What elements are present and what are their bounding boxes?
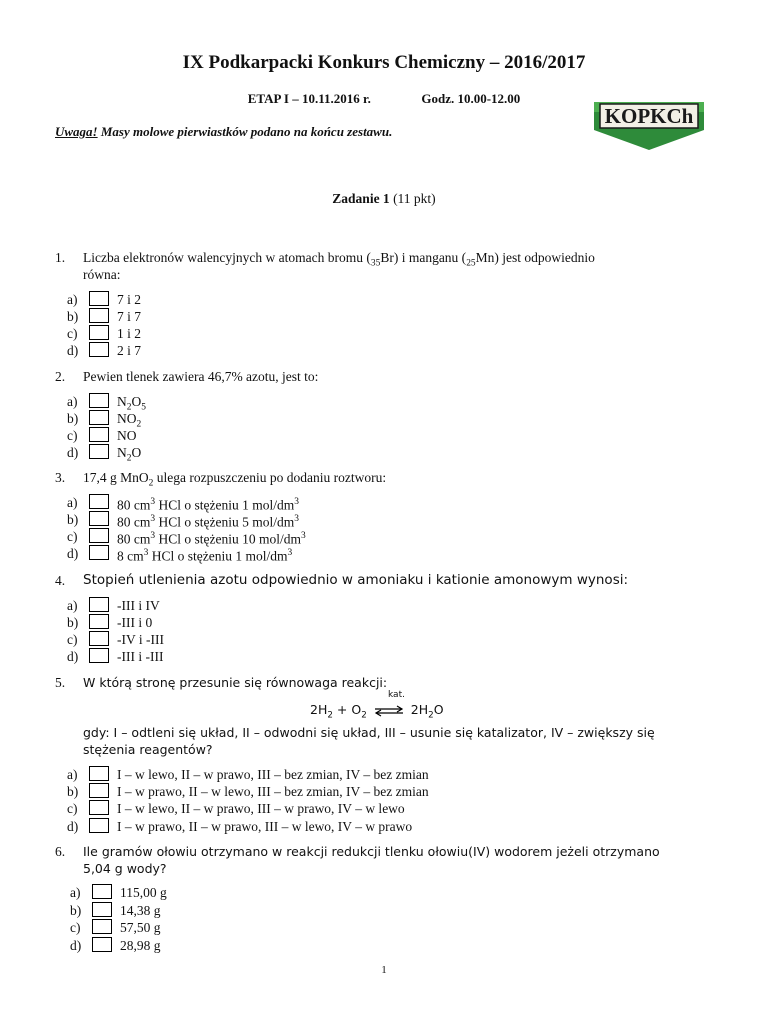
exam-stage: ETAP I – 10.11.2016 r. — [247, 91, 371, 106]
answer-checkbox[interactable] — [89, 393, 109, 408]
page-title: IX Podkarpacki Konkurs Chemiczny – 2016/2017 — [182, 52, 586, 73]
question-number: 6. — [55, 844, 66, 859]
page-number: 1 — [381, 964, 387, 976]
warning-prefix: Uwaga! — [55, 124, 98, 139]
answer-checkbox[interactable] — [89, 410, 109, 425]
question-number: 2. — [55, 369, 66, 384]
question-number: 1. — [55, 250, 66, 265]
answer-checkbox[interactable] — [89, 342, 109, 357]
task-name: Zadanie 1 — [332, 191, 390, 206]
answer-checkbox[interactable] — [89, 631, 109, 646]
answer-checkbox[interactable] — [92, 919, 112, 934]
question-text-line2: równa: — [83, 267, 121, 282]
answer-checkbox[interactable] — [89, 766, 109, 781]
reaction-equation: $2H_2 + O_2$ kat. $2H_2O$ — [310, 690, 444, 721]
answer-checkbox[interactable] — [89, 818, 109, 833]
answer-checkbox[interactable] — [89, 545, 109, 560]
answer-checkbox[interactable] — [89, 528, 109, 543]
answer-checkbox[interactable] — [89, 494, 109, 509]
task-title — [0, 191, 768, 207]
question-text: 17,4 g MnO$_2$ ulega rozpuszczeniu po dodaniu roztworu: — [83, 470, 387, 489]
question-text: W którą stronę przesunie się równowaga reakcji: — [83, 675, 388, 690]
answer-checkbox[interactable] — [89, 783, 109, 798]
answer-checkbox[interactable] — [89, 325, 109, 340]
answer-checkbox[interactable] — [89, 648, 109, 663]
question-condition: gdy: I – odtleni się układ, II – odwodni się układ, III – usunie się katalizator, IV – zwiększy się stężenia reagentów? — [83, 725, 655, 757]
answer-checkbox[interactable] — [89, 444, 109, 459]
answer-checkbox[interactable] — [89, 614, 109, 629]
catalyst-label: kat. — [388, 690, 405, 700]
warning-note — [55, 124, 392, 140]
exam-time: Godz. 10.00-12.00 — [421, 91, 521, 106]
answer-checkbox[interactable] — [92, 937, 112, 952]
question-text: Liczba elektronów walencyjnych w atomach bromu $(_{35}Br)$ i manganu $(_{25}Mn)$ jest odpowiednio — [83, 250, 595, 269]
question-text: Stopień utlenienia azotu odpowiednio w amoniaku i kationie amonowym wynosi: — [83, 572, 629, 588]
answer-checkbox[interactable] — [89, 427, 109, 442]
question-number: 5. — [55, 675, 66, 690]
answer-checkbox[interactable] — [89, 511, 109, 526]
answer-checkbox[interactable] — [89, 800, 109, 815]
question-number: 3. — [55, 470, 66, 485]
answer-checkbox[interactable] — [89, 308, 109, 323]
answer-checkbox[interactable] — [92, 902, 112, 917]
question-text: Pewien tlenek zawiera 46,7% azotu, jest to: — [83, 369, 319, 384]
question-text: Ile gramów ołowiu otrzymano w reakcji redukcji tlenku ołowiu(IV) wodorem jeżeli otrzymano 5,04 g wody? — [83, 844, 660, 876]
equilibrium-arrows-icon — [373, 705, 405, 717]
kopkch-logo — [594, 98, 704, 150]
task-points: (11 pkt) — [389, 191, 436, 206]
answer-checkbox[interactable] — [89, 291, 109, 306]
warning-text: Masy molowe pierwiastków podano na końcu zestawu. — [97, 124, 393, 139]
logo-text: KOPKCh — [604, 104, 694, 128]
question-number: 4. — [55, 573, 66, 588]
answer-checkbox[interactable] — [89, 597, 109, 612]
answer-checkbox[interactable] — [92, 884, 112, 899]
